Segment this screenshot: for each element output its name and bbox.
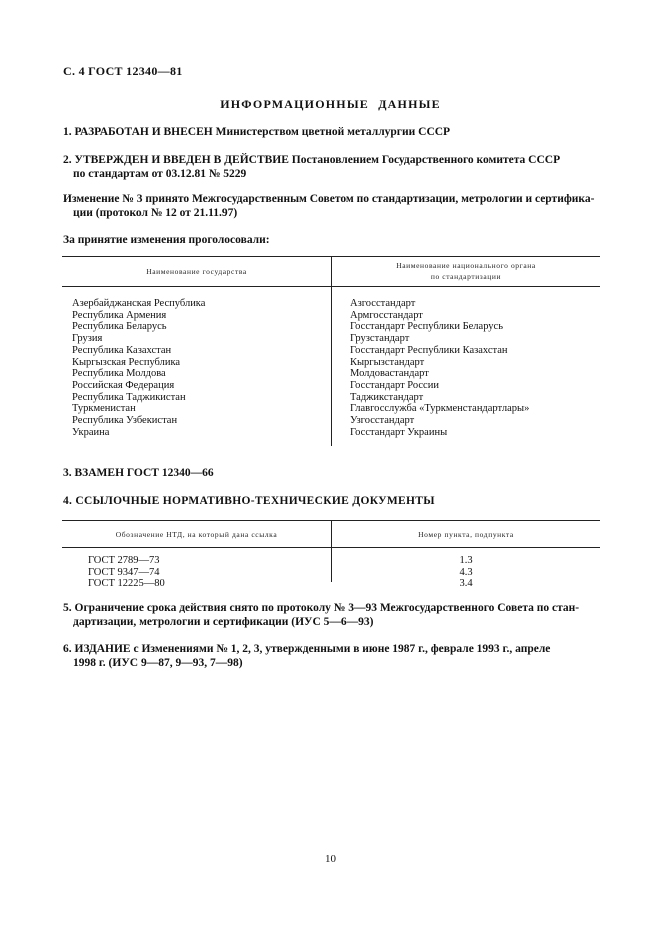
- vote-table: [62, 256, 600, 446]
- standards-body-name: Госстандарт России: [350, 379, 439, 391]
- item-3-replaces: [63, 466, 599, 480]
- item-3-text: 3. ВЗАМЕН ГОСТ 12340—66: [63, 467, 214, 479]
- item-1-text: 1. РАЗРАБОТАН И ВНЕСЕН Министерством цветной металлургии СССР: [63, 126, 451, 138]
- state-name: Украина: [72, 426, 110, 438]
- item-5-validity: [63, 601, 599, 629]
- standards-body-name: Молдовастандарт: [350, 368, 429, 380]
- change-note-line-1: Изменение № 3 принято Межгосударственным Советом по стандартизации, метрологии и сертифика-: [63, 193, 595, 205]
- reference-document: ГОСТ 2789—73: [88, 555, 160, 566]
- standards-body-name: Узгосстандарт: [350, 415, 415, 427]
- state-name: Республика Узбекистан: [72, 415, 178, 427]
- page-number: 10: [325, 853, 336, 865]
- item-4-text: 4. ССЫЛОЧНЫЕ НОРМАТИВНО-ТЕХНИЧЕСКИЕ ДОКУМЕНТЫ: [63, 495, 435, 507]
- standards-body-name: Грузстандарт: [350, 333, 410, 345]
- vote-table-header-body-line-2: по стандартизации: [430, 272, 502, 281]
- state-name: Республика Беларусь: [72, 321, 167, 333]
- vote-table-states: [72, 298, 205, 438]
- item-2-line-2: по стандартам от 03.12.81 № 5229: [73, 168, 247, 180]
- standards-body-name: Кыргызстандарт: [350, 356, 425, 368]
- vote-table-bodies: [350, 298, 529, 438]
- section-title: ИНФОРМАЦИОННЫЕ ДАННЫЕ: [220, 97, 441, 111]
- change-note: [63, 192, 599, 220]
- state-name: Туркменистан: [72, 403, 136, 415]
- item-6-line-1: 6. ИЗДАНИЕ с Изменениями № 1, 2, 3, утвержденными в июне 1987 г., феврале 1993 г., апреле: [63, 643, 551, 655]
- item-2-approved: [63, 153, 599, 181]
- reference-item-number: 4.3: [459, 566, 473, 578]
- standards-body-name: Госстандарт Украины: [350, 426, 448, 438]
- ref-table-items: [332, 555, 600, 590]
- standards-body-name: Таджикстандарт: [350, 391, 424, 403]
- reference-document: ГОСТ 9347—74: [88, 566, 160, 578]
- state-name: Грузия: [72, 333, 103, 345]
- item-2-line-1: 2. УТВЕРЖДЕН И ВВЕДЕН В ДЕЙСТВИЕ Постановлением Государственного комитета СССР: [63, 154, 561, 166]
- vote-heading-text: За принятие изменения проголосовали:: [63, 234, 270, 246]
- reference-document: ГОСТ 12225—80: [88, 578, 165, 590]
- standards-body-name: Госстандарт Республики Казахстан: [350, 344, 508, 356]
- state-name: Российская Федерация: [72, 379, 175, 391]
- ref-table-header-item: Номер пункта, подпункта: [418, 530, 514, 539]
- standards-body-name: Азгосстандарт: [350, 298, 416, 309]
- vote-table-column-divider: [331, 256, 332, 446]
- standards-body-name: Армгосстандарт: [350, 309, 423, 321]
- state-name: Кыргызская Республика: [72, 356, 181, 368]
- item-4-references: [63, 494, 599, 508]
- vote-table-header-state: Наименование государства: [146, 267, 247, 276]
- reference-item-number: 3.4: [459, 578, 473, 590]
- item-5-line-2: дартизации, метрологии и сертификации (ИУС 5—6—93): [73, 616, 374, 628]
- state-name: Республика Казахстан: [72, 344, 172, 356]
- state-name: Республика Таджикистан: [72, 391, 186, 403]
- vote-table-header-body-line-1: Наименование национального органа: [396, 261, 536, 270]
- ref-table-header-doc: Обозначение НТД, на который дана ссылка: [115, 530, 278, 539]
- change-note-line-2: ции (протокол № 12 от 21.11.97): [73, 207, 238, 219]
- state-name: Азербайджанская Республика: [72, 298, 206, 309]
- running-header: С. 4 ГОСТ 12340—81: [63, 64, 183, 78]
- reference-item-number: 1.3: [459, 555, 473, 566]
- item-6-line-2: 1998 г. (ИУС 9—87, 9—93, 7—98): [73, 657, 243, 669]
- reference-table: [62, 520, 600, 590]
- vote-heading: [63, 233, 599, 247]
- ref-table-docs: [88, 555, 165, 590]
- state-name: Республика Молдова: [72, 368, 166, 380]
- standards-body-name: Госстандарт Республики Беларусь: [350, 321, 504, 333]
- item-1-developed: [63, 125, 599, 139]
- item-5-line-1: 5. Ограничение срока действия снято по протоколу № 3—93 Межгосударственного Совета по стан-: [63, 602, 580, 614]
- state-name: Республика Армения: [72, 309, 167, 321]
- vote-table-header-body: [332, 260, 600, 282]
- item-6-edition: [63, 642, 599, 670]
- standards-body-name: Главгосслужба «Туркменстандартлары»: [350, 403, 530, 415]
